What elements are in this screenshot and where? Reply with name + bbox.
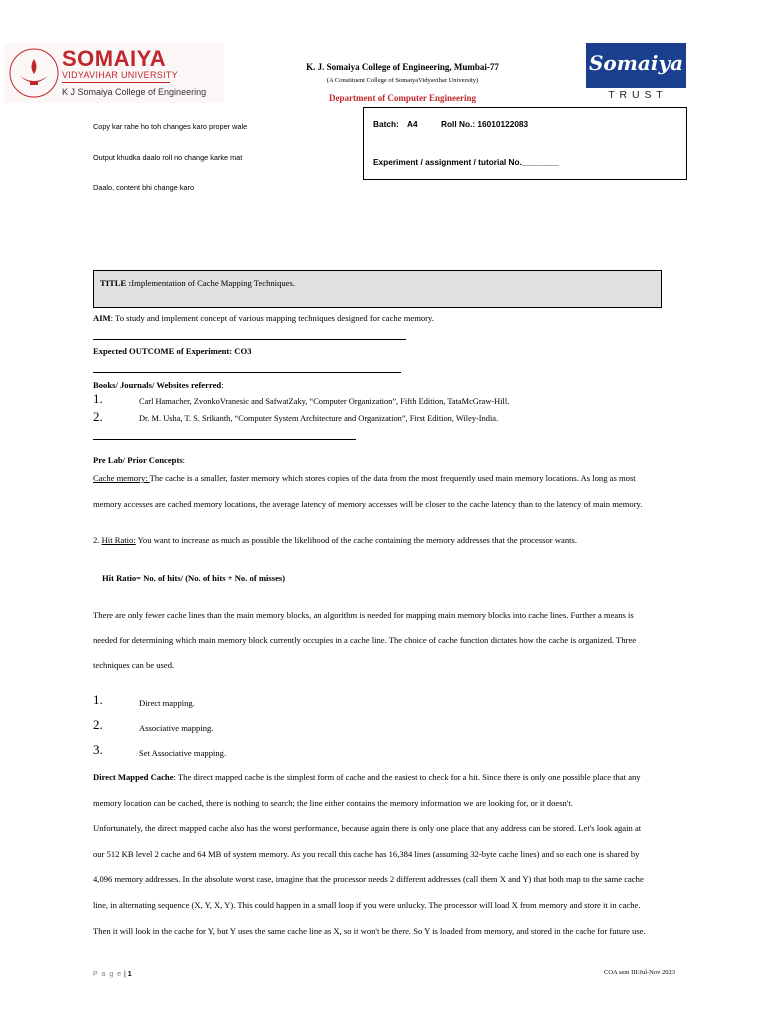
title-label: TITLE : — [100, 278, 132, 288]
department-title: Department of Computer Engineering — [328, 93, 477, 103]
batch-value: A4 — [407, 119, 418, 129]
title-box — [93, 270, 662, 308]
books-heading: Books/ Journals/ Websites referred: — [93, 380, 224, 390]
note-3: Daalo, content bhi change karo — [93, 183, 195, 192]
logo-college: K J Somaiya College of Engineering — [62, 87, 207, 97]
note-2: Output khudka daalo roll no change karke mat — [93, 153, 243, 162]
experiment-number: Experiment / assignment / tutorial No.________ — [373, 157, 559, 167]
logo-divider — [62, 82, 170, 83]
book-1-text: Carl Hamacher, ZvonkoVranesic and SafwatZaky, “Computer Organization”, Fifth Edition, TataMcGraw-Hill. — [139, 397, 510, 406]
note-1: Copy kar rahe ho toh changes karo proper wale — [93, 122, 248, 131]
divider-1 — [93, 339, 406, 340]
course-footer: COA sem III/Jul-Nov 2023 — [604, 969, 675, 976]
technique-3-text: Set Associative mapping. — [139, 748, 227, 758]
college-title: K. J. Somaiya College of Engineering, Mumbai-77 — [306, 62, 499, 72]
cache-memory-term: Cache memory: — [93, 473, 150, 483]
direct-mapped-para: Direct Mapped Cache: The direct mapped cache is the simplest form of cache and the easiest to check for a hit. Since there is only one possible place that any memory location can be cached, there is nothing to search; the line either contains the memory information we are looking for, or it doesn't. Unfortunately, the direct mapped cache also has the worst performance, because again there is only one place that any address can be stored. Let's look again at our 512 KB level 2 cache and 64 MB of system memory. As you recall this cache has 16,384 lines (assuming 32-byte cache lines) and so each one is shared by 4,096 memory addresses. In the absolute worst case, imagine that the processor needs 2 different addresses (call them X and Y) that both map to the same cache line, in alternating sequence (X, Y, X, Y). This could happen in a small loop if you were unlucky. The processor will load X from memory and store it in cache. Then it will look in the cache for Y, but Y uses the same cache line as X, so it won't be there. So Y is loaded from memory, and stored in the cache for future use. — [93, 772, 646, 936]
hit-ratio-formula: Hit Ratio= No. of hits/ (No. of hits + No. of misses) — [102, 573, 286, 583]
trust-logo-trust: T R U S T — [608, 89, 664, 101]
divider-2 — [93, 372, 401, 373]
aim-text: : To study and implement concept of various mapping techniques designed for cache memory. — [110, 313, 434, 323]
hit-ratio-line: 2. Hit Ratio: You want to increase as much as possible the likelihood of the cache containing the memory addresses that the processor wants. — [93, 535, 578, 545]
page-word: P a g e — [93, 971, 123, 978]
page-footer — [93, 971, 132, 978]
page-number: 1 — [127, 971, 132, 978]
outcome-line — [93, 346, 252, 356]
logo-name: SOMAIYA — [62, 46, 167, 71]
diya-seal-icon — [6, 45, 62, 101]
constituent-line: (A Constituent College of SomaiyaVidyavihar University) — [326, 77, 479, 84]
logo-sub: VIDYAVIHAR UNIVERSITY — [62, 70, 178, 80]
prelab-heading: Pre Lab/ Prior Concepts: — [93, 455, 186, 465]
book-2-text: Dr. M. Usha, T. S. Srikanth, “Computer System Architecture and Organization”, First Edition, Wiley-India. — [139, 414, 499, 423]
divider-3 — [93, 439, 356, 440]
direct-mapped-term: Direct Mapped Cache — [93, 772, 174, 782]
somaiya-university-logo — [4, 43, 224, 103]
aim-line — [93, 313, 434, 323]
cache-memory-para: Cache memory: The cache is a smaller, faster memory which stores copies of the data from the most frequently used main memory locations. As long as most memory accesses are cached memory locations, the average latency of memory accesses will be closer to the cache latency than to the latency of main memory. — [93, 473, 643, 509]
outcome-label: Expected OUTCOME of Experiment — [93, 346, 230, 356]
roll-number: Roll No.: 16010122083 — [441, 119, 529, 129]
book-2-num: 2. — [93, 409, 103, 424]
batch-box — [363, 107, 687, 180]
page-sep: | — [124, 971, 126, 978]
mapping-intro-para: There are only fewer cache lines than the main memory blocks, an algorithm is needed for mapping main memory blocks into cache lines. Further a means is needed for determining which main memory block currently occupies in a cache line. The choice of cache function dictates how the cache is organized. Three techniques can be used. — [93, 610, 637, 671]
batch-label: Batch: — [373, 119, 399, 129]
trust-logo-name: Somaiya — [588, 51, 684, 75]
hit-ratio-term: Hit Ratio: — [101, 535, 136, 545]
technique-2-num: 2. — [93, 717, 103, 732]
title-text: Implementation of Cache Mapping Techniques. — [131, 278, 295, 288]
outcome-text: : CO3 — [229, 346, 252, 356]
technique-3-num: 3. — [93, 742, 103, 757]
book-1-num: 1. — [93, 391, 103, 406]
aim-label: AIM — [93, 313, 111, 323]
technique-1-num: 1. — [93, 692, 103, 707]
technique-1-text: Direct mapping. — [139, 698, 195, 708]
technique-2-text: Associative mapping. — [139, 723, 214, 733]
somaiya-trust-logo — [586, 43, 686, 101]
